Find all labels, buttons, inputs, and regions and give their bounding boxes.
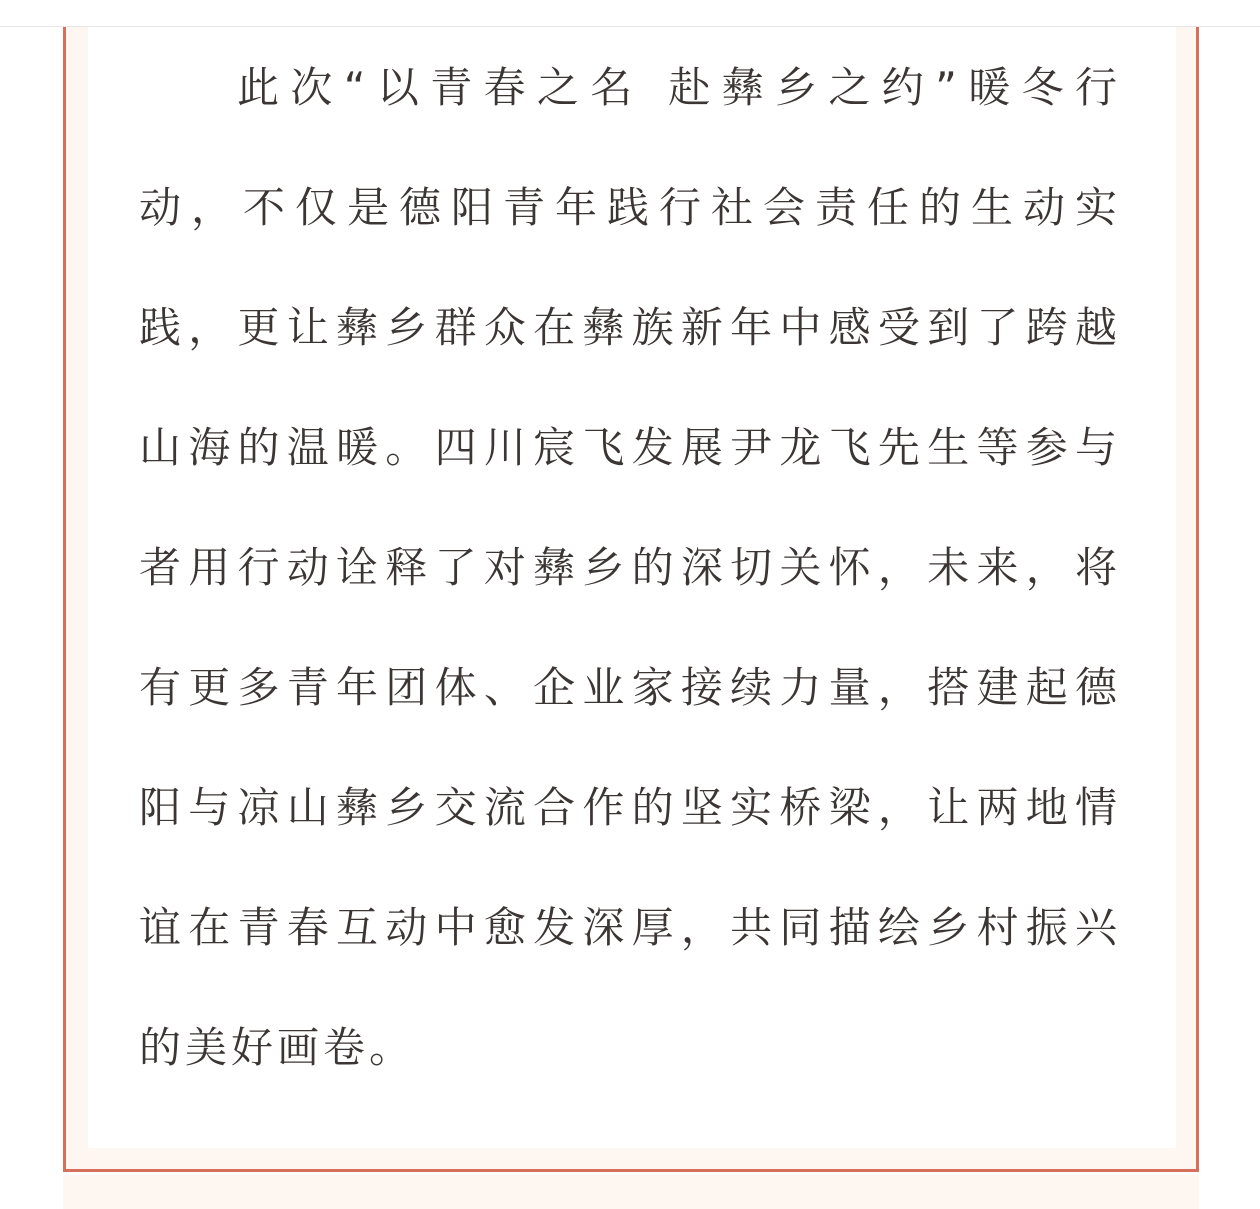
paragraph-line: 阳与凉山彝乡交流合作的坚实桥梁，让两地情	[139, 783, 1119, 832]
paragraph-line: 者用行动诠释了对彝乡的深切关怀，未来，将	[139, 543, 1119, 592]
paragraph-line: 山海的温暖。四川宸飞发展尹龙飞先生等参与	[139, 423, 1119, 472]
paragraph-line: 的美好画卷。	[139, 1023, 416, 1072]
article-paragraph	[139, 28, 1119, 1108]
paragraph-line: 动，不仅是德阳青年践行社会责任的生动实	[139, 183, 1119, 232]
paragraph-line: 谊在青春互动中愈发深厚，共同描绘乡村振兴	[139, 903, 1119, 952]
bottom-band	[63, 1175, 1199, 1209]
paragraph-line: 践，更让彝乡群众在彝族新年中感受到了跨越	[139, 303, 1119, 352]
paragraph-line: 有更多青年团体、企业家接续力量，搭建起德	[139, 663, 1119, 712]
paragraph-line: 此次“以青春之名 赴彝乡之约”暖冬行	[237, 63, 1119, 112]
